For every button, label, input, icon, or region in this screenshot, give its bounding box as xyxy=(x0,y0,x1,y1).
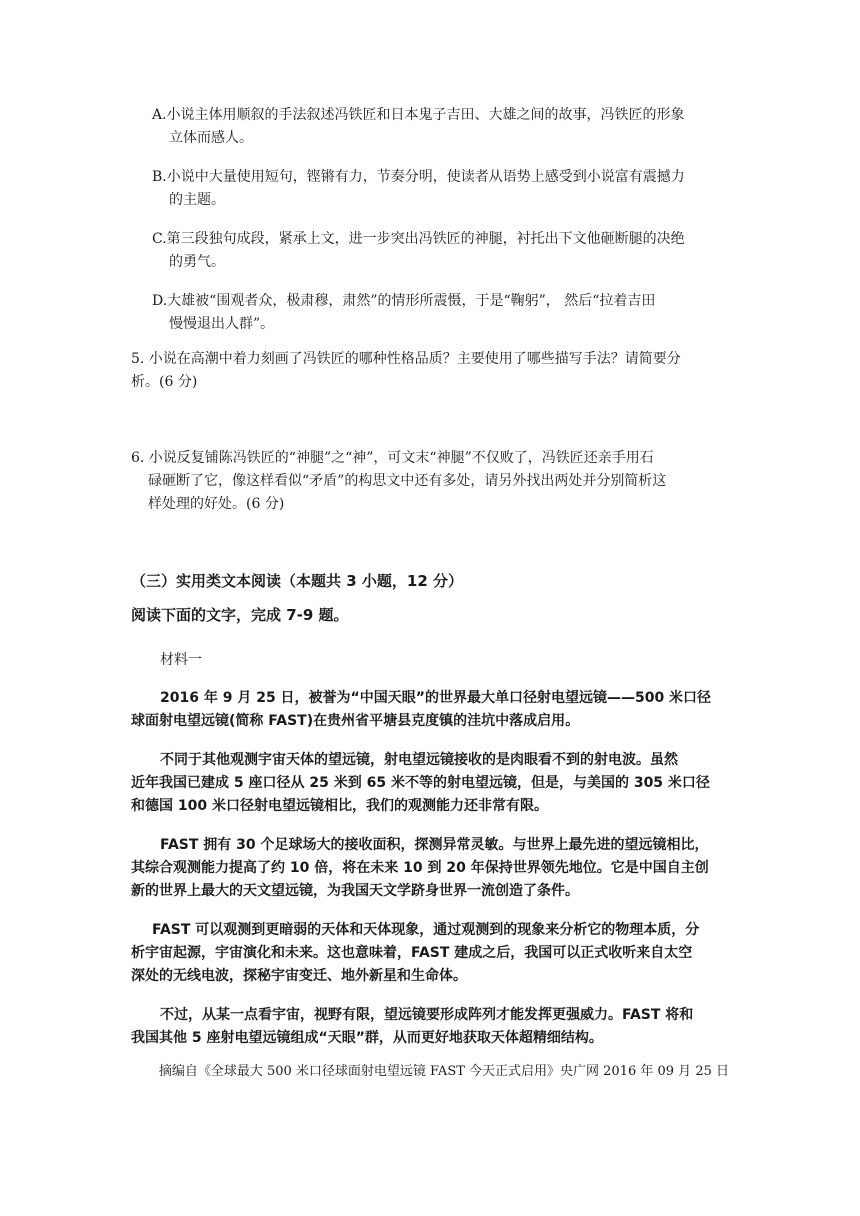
paragraph-1-line-1: 2016 年 9 月 25 日，被誉为“中国天眼”的世界最大单口径射电望远镜——500 米口径 xyxy=(160,690,712,706)
paragraph-2-line-3: 和德国 100 米口径射电望远镜相比，我们的观测能力还非常有限。 xyxy=(131,798,548,814)
material-title: 材料一 xyxy=(160,652,202,668)
option-b-line-2: 的主题。 xyxy=(169,192,225,208)
option-d-line-2: 慢慢退出人群”。 xyxy=(169,316,275,332)
question-6-line-1: 6. 小说反复铺陈冯铁匠的“神腿”之“神”，可文末“神腿”不仅败了，冯铁匠还亲手用石 xyxy=(131,450,654,466)
paragraph-2-line-2: 近年我国已建成 5 座口径从 25 米到 65 米不等的射电望远镜，但是，与美国的 305 米口径 xyxy=(131,775,710,791)
paragraph-4-line-3: 深处的无线电波，探秘宇宙变迁、地外新星和生命体。 xyxy=(131,968,467,984)
paragraph-5-line-2: 我国其他 5 座射电望远镜组成“天眼”群，从而更好地获取天体超精细结构。 xyxy=(131,1030,603,1046)
paragraph-5-line-1: 不过，从某一点看宇宙，视野有限，望远镜要形成阵列才能发挥更强威力。FAST 将和 xyxy=(160,1007,694,1023)
question-6-line-3: 样处理的好处。(6 分) xyxy=(148,496,285,512)
question-5-line-1: 5. 小说在高潮中着力刻画了冯铁匠的哪种性格品质？主要使用了哪些描写手法？请简要分 xyxy=(131,351,681,367)
section-instruction: 阅读下面的文字，完成 7-9 题。 xyxy=(131,606,349,624)
paragraph-4-line-1: FAST 可以观测到更暗弱的天体和天体现象，通过观测到的现象来分析它的物理本质，分 xyxy=(152,922,700,938)
option-c-line-1: C.第三段独句成段，紧承上文，进一步突出冯铁匠的神腿，衬托出下文他砸断腿的决绝 xyxy=(152,231,685,247)
option-c-line-2: 的勇气。 xyxy=(169,254,225,270)
paragraph-1-line-2: 球面射电望远镜(简称 FAST)在贵州省平塘县克度镇的洼坑中落成启用。 xyxy=(131,713,580,729)
paragraph-4-line-2: 析宇宙起源，宇宙演化和未来。这也意味着，FAST 建成之后，我国可以正式收听来自太空 xyxy=(131,945,693,961)
question-5-line-2: 析。(6 分) xyxy=(131,374,198,390)
option-a-line-2: 立体而感人。 xyxy=(169,130,253,146)
paragraph-3-line-2: 其综合观测能力提高了约 10 倍，将在未来 10 到 20 年保持世界领先地位。它是中国自主创 xyxy=(131,860,709,876)
option-a-line-1: A.小说主体用顺叙的手法叙述冯铁匠和日本鬼子吉田、大雄之间的故事，冯铁匠的形象 xyxy=(152,107,685,123)
source-citation: 摘编自《全球最大 500 米口径球面射电望远镜 FAST 今天正式启用》央广网 2016 年 09 月 25 日 xyxy=(158,1064,729,1079)
option-d-line-1: D.大雄被“围观者众，极肃穆，肃然”的情形所震慑，于是“鞠躬”， 然后“拉着吉田 xyxy=(152,293,656,309)
question-6-line-2: 碌砸断了它，像这样看似“矛盾”的构思文中还有多处，请另外找出两处并分别简析这 xyxy=(148,473,667,489)
option-b-line-1: B.小说中大量使用短句，铿锵有力，节奏分明，使读者从语势上感受到小说富有震撼力 xyxy=(152,169,685,185)
section-heading: （三）实用类文本阅读（本题共 3 小题，12 分） xyxy=(131,572,463,590)
paragraph-3-line-3: 新的世界上最大的天文望远镜，为我国天文学跻身世界一流创造了条件。 xyxy=(131,883,579,899)
paragraph-3-line-1: FAST 拥有 30 个足球场大的接收面积，探测异常灵敏。与世界上最先进的望远镜相比， xyxy=(160,837,709,853)
paragraph-2-line-1: 不同于其他观测宇宙天体的望远镜，射电望远镜接收的是肉眼看不到的射电波。虽然 xyxy=(160,752,678,768)
